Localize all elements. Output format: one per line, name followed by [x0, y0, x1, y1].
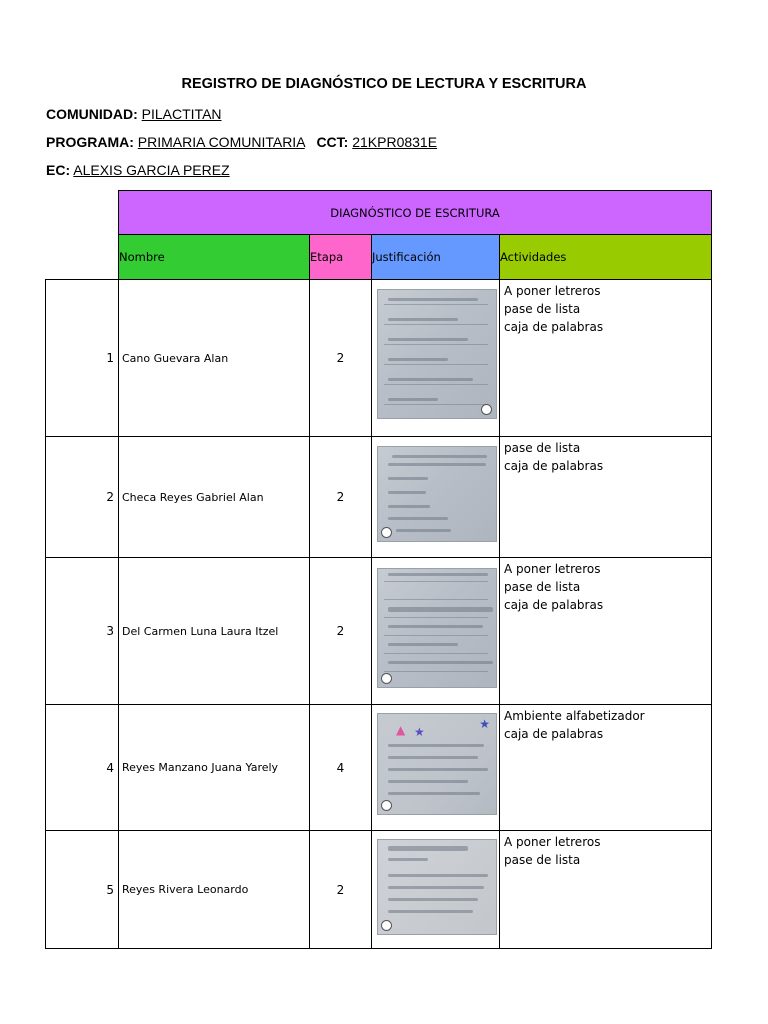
activities-cell	[500, 280, 712, 437]
star-icon: ★	[479, 717, 490, 731]
diagnostic-table	[45, 190, 712, 949]
ec-label: EC:	[46, 162, 71, 178]
star-icon: ▲	[396, 723, 406, 737]
programa-field	[46, 134, 437, 150]
column-header-justificacion: Justificación	[372, 235, 500, 280]
activity-item: A poner letreros	[504, 562, 601, 576]
student-name: Del Carmen Luna Laura Itzel	[119, 558, 310, 705]
student-name: Checa Reyes Gabriel Alan	[119, 437, 310, 558]
activity-item: Ambiente alfabetizador	[504, 709, 645, 723]
writing-sample-photo	[377, 446, 497, 542]
comunidad-label: COMUNIDAD:	[46, 106, 138, 122]
activities-cell	[500, 437, 712, 558]
row-number: 2	[46, 437, 119, 558]
row-number: 5	[46, 831, 119, 949]
justification-cell	[372, 437, 500, 558]
student-etapa: 2	[310, 437, 372, 558]
document-title: REGISTRO DE DIAGNÓSTICO DE LECTURA Y ESCRITURA	[181, 76, 587, 92]
activity-item: pase de lista	[504, 580, 581, 594]
writing-sample-photo	[377, 713, 497, 815]
table-row	[46, 280, 712, 437]
justification-cell	[372, 705, 500, 831]
activity-item: pase de lista	[504, 853, 581, 867]
table-row	[46, 705, 712, 831]
cct-label: CCT:	[316, 134, 349, 150]
column-header-nombre: Nombre	[119, 235, 310, 280]
cct-value: 21KPR0831E	[352, 134, 438, 150]
writing-sample-photo	[377, 568, 497, 688]
ec-value: ALEXIS GARCIA PEREZ	[73, 162, 230, 178]
programa-label: PROGRAMA:	[46, 134, 134, 150]
activity-item: caja de palabras	[504, 598, 604, 612]
table-row	[46, 558, 712, 705]
table-row	[46, 437, 712, 558]
activities-cell	[500, 705, 712, 831]
activity-item: caja de palabras	[504, 320, 604, 334]
star-icon: ★	[414, 725, 425, 739]
comunidad-field	[46, 106, 222, 122]
justification-cell	[372, 558, 500, 705]
row-number: 4	[46, 705, 119, 831]
ec-field	[46, 162, 230, 178]
activity-item: A poner letreros	[504, 284, 601, 298]
writing-sample-photo	[377, 839, 497, 935]
student-name: Reyes Rivera Leonardo	[119, 831, 310, 949]
activities-cell	[500, 831, 712, 949]
student-name: Reyes Manzano Juana Yarely	[119, 705, 310, 831]
table-banner: DIAGNÓSTICO DE ESCRITURA	[119, 191, 712, 235]
writing-sample-photo	[377, 289, 497, 419]
column-header-etapa: Etapa	[310, 235, 372, 280]
row-number: 3	[46, 558, 119, 705]
activity-item: pase de lista	[504, 441, 581, 455]
student-name: Cano Guevara Alan	[119, 280, 310, 437]
activities-cell	[500, 558, 712, 705]
activity-item: A poner letreros	[504, 835, 601, 849]
activity-item: caja de palabras	[504, 727, 604, 741]
justification-cell	[372, 280, 500, 437]
comunidad-value: PILACTITAN	[141, 106, 222, 122]
student-etapa: 2	[310, 558, 372, 705]
row-number: 1	[46, 280, 119, 437]
activity-item: pase de lista	[504, 302, 581, 316]
programa-value: PRIMARIA COMUNITARIA	[137, 134, 305, 150]
justification-cell	[372, 831, 500, 949]
student-etapa: 2	[310, 280, 372, 437]
table-row	[46, 831, 712, 949]
student-etapa: 2	[310, 831, 372, 949]
student-etapa: 4	[310, 705, 372, 831]
activity-item: caja de palabras	[504, 459, 604, 473]
column-header-actividades: Actividades	[500, 235, 712, 280]
